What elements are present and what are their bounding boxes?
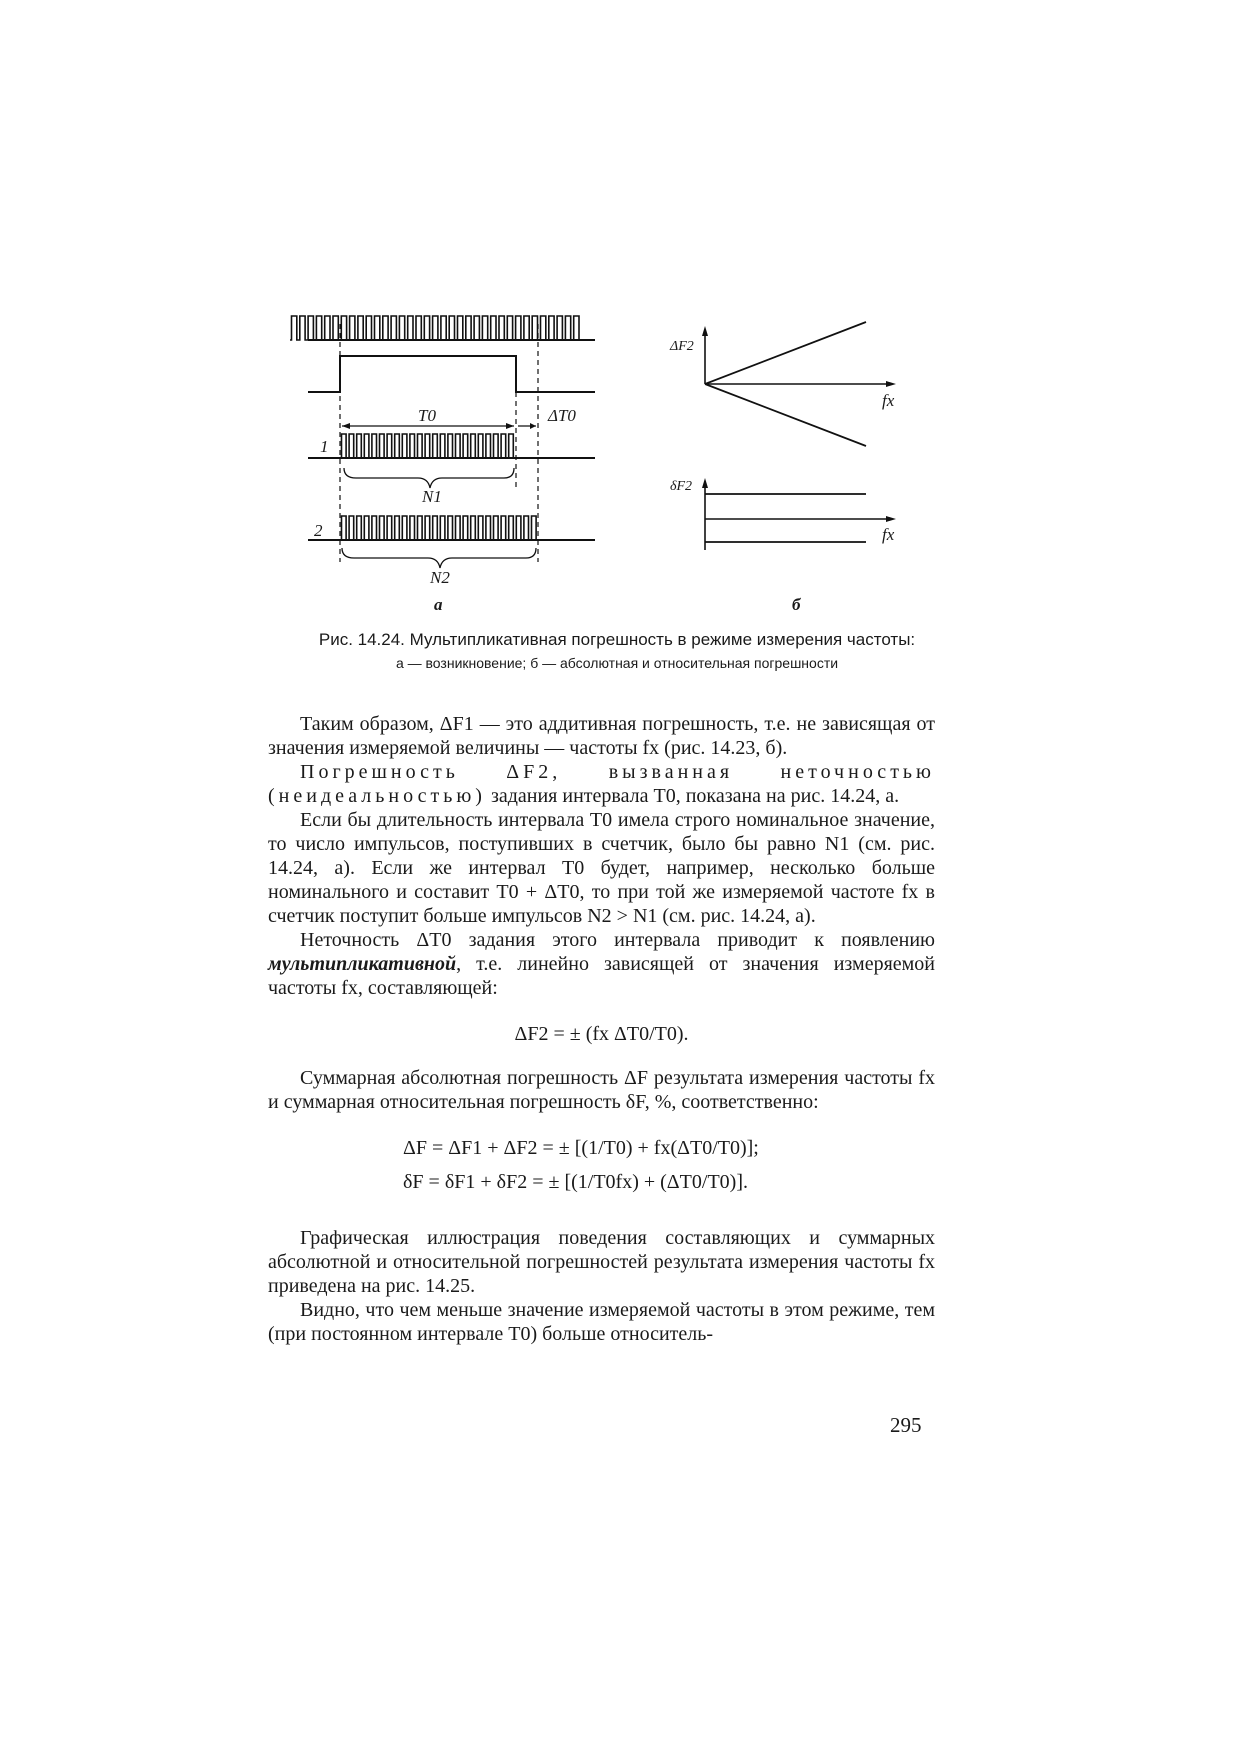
emphasis-multiplicative: мультипликативной — [268, 953, 457, 975]
page-number: 295 — [890, 1413, 922, 1437]
paragraph-2-rest: задания интервала T0, показана на рис. 14.24, а. — [485, 785, 900, 807]
panel-a-label: а — [434, 595, 443, 614]
paragraph-1: Таким образом, ΔF1 — это аддитивная погрешность, т.е. не зависящая от значения измеряемой величины — частоты fx (рис. 14.23, б). — [268, 713, 935, 759]
figure-14-24 — [290, 300, 950, 630]
formula-delta-rel: δF = δF1 + δF2 = ± [(1/T0fx) + (ΔT0/T0)]. — [403, 1171, 748, 1193]
figure-drawing — [290, 300, 950, 630]
panel-b-label: б — [792, 595, 801, 614]
n2-label: N2 — [430, 568, 450, 587]
paragraph-5: Суммарная абсолютная погрешность ΔF результата измерения частоты fx и суммарная относительная погрешность δF, %, соответственно: — [268, 1067, 935, 1113]
top-xlabel: fx — [882, 391, 895, 410]
caption-line-2: а — возникновение; б — абсолютная и относительная погрешности — [395, 655, 839, 671]
paragraph-3: Если бы длительность интервала T0 имела строго номинальное значение, то число импульсов, поступивших в счетчик, было бы равно N1 (см. рис. 14.24, а). Если же интервал T0 будет, например, несколько больше номинального и составит T0 + ΔT0, то при той же измеряемой частоте fx в счетчик поступит больше импульсов N2 > N1 (см. рис. 14.24, а). — [268, 809, 935, 927]
paragraph-6: Графическая иллюстрация поведения составляющих и суммарных абсолютной и относительной погрешностей результата измерения частоты fx приведена на рис. 14.25. — [268, 1227, 935, 1297]
top-ylabel: ΔF2 — [670, 339, 694, 354]
dt0-label: ΔT0 — [548, 406, 576, 425]
t0-label: T0 — [418, 406, 436, 425]
pulse-train-path — [340, 516, 538, 540]
pulse-train-path — [340, 434, 516, 458]
body-text — [268, 712, 935, 1346]
figure-caption — [262, 630, 972, 671]
row1-label: 1 — [320, 437, 329, 456]
bottom-ylabel: δF2 — [670, 479, 693, 494]
paragraph-4-b: , т.е. линейно зависящей от значения измеряемой частоты fx, составляющей: — [268, 953, 935, 999]
formula-block — [268, 1136, 935, 1204]
pulse-train-row2 — [340, 516, 538, 540]
caption-line-1: Рис. 14.24. Мультипликативная погрешность в режиме измерения частоты: — [318, 630, 916, 649]
paragraph-4 — [268, 928, 935, 1000]
row2-label: 2 — [314, 521, 323, 540]
paragraph-7: Видно, что чем меньше значение измеряемой частоты в этом режиме, тем (при постоянном интервале T0) больше относитель- — [268, 1299, 935, 1345]
formula-delta-f2: ΔF2 = ± (fx ΔT0/T0). — [514, 1023, 689, 1045]
error-line-positive — [705, 322, 866, 384]
paragraph-2 — [268, 760, 935, 808]
error-line-negative — [705, 384, 866, 446]
pulse-train-path — [290, 316, 588, 340]
bottom-xlabel: fx — [882, 525, 895, 544]
n1-brace — [344, 468, 514, 488]
pulse-train-top — [290, 316, 588, 340]
formula-delta-f: ΔF = ΔF1 + ΔF2 = ± [(1/T0) + fx(ΔT0/T0)]; — [403, 1137, 759, 1159]
n2-brace — [342, 548, 536, 568]
gate-pulse — [308, 356, 595, 392]
paragraph-4-a: Неточность ΔT0 задания этого интервала приводит к появлению — [300, 929, 935, 951]
pulse-train-row1 — [340, 434, 516, 458]
n1-label: N1 — [422, 487, 442, 506]
spaced-term: Погрешность ΔF2, вызванная неточностью (неидеальностью) — [268, 761, 935, 807]
